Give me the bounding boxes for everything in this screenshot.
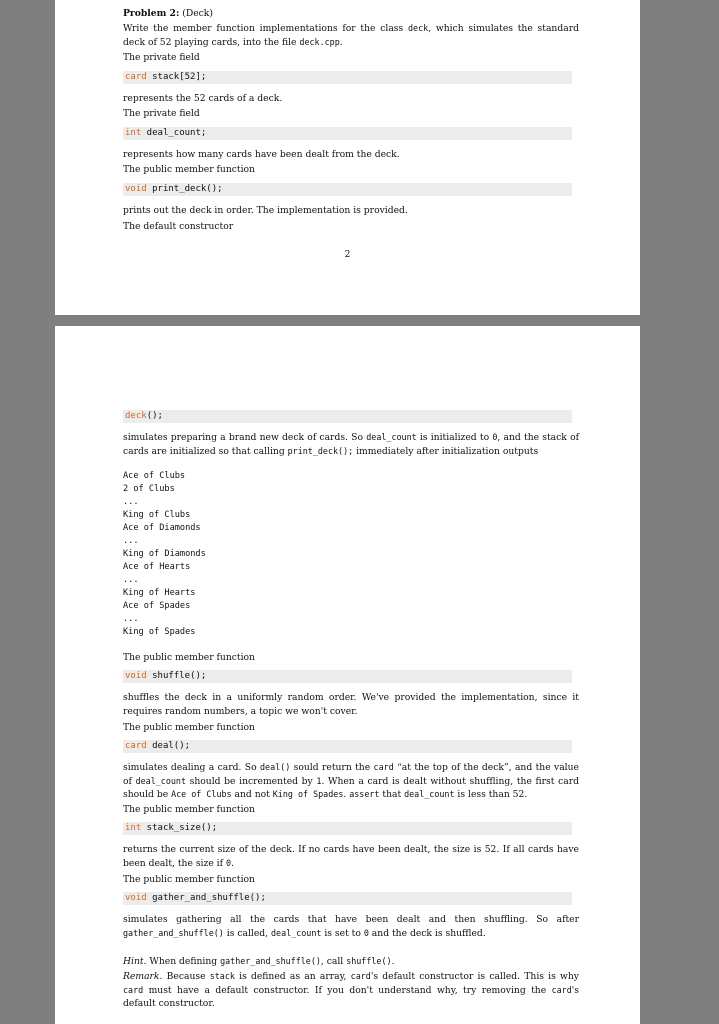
public-function-label-shuffle: The public member function (123, 652, 255, 663)
inline-code: deal_count (271, 927, 322, 938)
hint-paragraph (123, 955, 579, 969)
text: simulates gathering all the cards that have been dealt and then shuffling. So after (123, 914, 579, 925)
inline-code: print_deck(); (287, 445, 354, 456)
inline-code: deal() (260, 762, 291, 772)
deal-description (123, 761, 579, 802)
stack-size-description (123, 843, 579, 870)
private-field-label-2: The private field (123, 108, 200, 119)
code-gather-and-shuffle (123, 892, 572, 905)
output-line: King of Diamonds (123, 549, 206, 559)
text: is defined as an array, (234, 971, 351, 982)
text: 's default constructor. (123, 984, 579, 1009)
output-line: ... (123, 536, 139, 546)
text: must have a default constructor. If you don't understand why, try removing the (143, 984, 552, 996)
text: simulates preparing a brand new deck of cards. So (123, 432, 367, 443)
inline-code: stack (209, 971, 235, 981)
code-keyword: int (125, 128, 142, 138)
inline-code: deal_count (135, 775, 186, 786)
intro-text: Write the member function implementations for the class (123, 23, 409, 34)
page-number: 2 (344, 250, 351, 260)
inline-code: 0 (225, 857, 231, 868)
output-line: Ace of Hearts (123, 562, 191, 572)
output-line: King of Clubs (123, 510, 191, 520)
code-rest: (); (146, 411, 163, 421)
output-line: Ace of Diamonds (123, 523, 201, 533)
code-print-deck (123, 183, 572, 196)
text: When defining (146, 956, 221, 967)
text: , call (320, 956, 347, 967)
code-rest: stack[52]; (146, 72, 207, 82)
text: is less than 52. (454, 789, 528, 800)
output-line: King of Spades (123, 627, 196, 637)
text: . (391, 956, 395, 967)
code-keyword: deck (125, 411, 147, 421)
text: should be incremented by (186, 775, 317, 787)
code-keyword: int (125, 823, 142, 833)
inline-code: card (373, 762, 394, 772)
remark-paragraph (123, 970, 579, 1011)
remark-label: Remark. (123, 971, 163, 982)
text: immediately after initialization outputs (353, 445, 539, 457)
text: Because (162, 971, 210, 982)
text: “at the top of the deck”, and the value of (123, 762, 579, 787)
problem-label: Problem 2: (123, 8, 180, 19)
gather-description (123, 913, 579, 940)
output-line: King of Hearts (123, 588, 196, 598)
text: , and the stack of cards are initialized so that calling (123, 432, 579, 457)
text: is called, (223, 927, 271, 939)
code-deal (123, 740, 572, 753)
page-1 (55, 0, 640, 315)
inline-code: 0 (363, 927, 369, 938)
text: that (379, 789, 405, 800)
intro-file-code: deck.cpp (299, 36, 340, 47)
code-deal-count (123, 127, 572, 140)
inline-code: gather_and_shuffle() (220, 956, 321, 966)
code-keyword: void (125, 671, 147, 681)
code-shuffle (123, 670, 572, 683)
inline-code: card (350, 971, 371, 981)
print-deck-description: prints out the deck in order. The implementation is provided. (123, 205, 408, 216)
inline-code: card (123, 984, 144, 995)
shuffle-description: shuffles the deck in a uniformly random order. We've provided the implementation, since it requires random numbers, a topic we won't cover. (123, 692, 579, 717)
inline-code: gather_and_shuffle() (123, 927, 224, 938)
output-line: Ace of Clubs (123, 471, 186, 481)
output-line: ... (123, 575, 139, 585)
intro-text: , which simulates the standard deck of 52 playing cards, into the file (123, 23, 579, 48)
inline-code: deal_count (404, 789, 455, 799)
text: . When a card is dealt without shuffling, the first card should be (123, 775, 579, 800)
inline-code: King of Spades (272, 789, 344, 799)
code-stack (123, 71, 572, 84)
inline-code: card (551, 984, 572, 995)
code-rest: shuffle(); (146, 671, 207, 681)
problem-heading-paragraph (123, 7, 579, 21)
problem-title: (Deck) (182, 8, 213, 19)
code-rest: print_deck(); (146, 184, 223, 194)
deal-count-description: represents how many cards have been dealt from the deck. (123, 149, 400, 160)
inline-code: shuffle() (346, 956, 392, 966)
code-keyword: void (125, 893, 147, 903)
text: . (343, 789, 350, 800)
code-keyword: card (125, 72, 147, 82)
public-function-label-gather: The public member function (123, 874, 255, 885)
inline-code: assert (349, 789, 380, 799)
code-rest: deal(); (146, 741, 191, 751)
code-stack-size (123, 822, 572, 835)
text: sould return the (290, 762, 374, 773)
inline-code: 0 (492, 432, 498, 442)
inline-code: deal_count (366, 432, 417, 442)
output-line: Ace of Spades (123, 601, 191, 611)
public-function-label-size: The public member function (123, 804, 255, 815)
intro-text: . (339, 36, 343, 48)
default-constructor-label: The default constructor (123, 221, 234, 232)
inline-code: 1 (316, 775, 322, 786)
stack-description: represents the 52 cards of a deck. (123, 93, 283, 104)
intro-class-code: deck (408, 23, 429, 33)
inline-code: Ace of Clubs (171, 789, 232, 799)
page-2 (55, 326, 640, 1024)
text: . (231, 857, 234, 869)
text: is set to (321, 927, 364, 939)
code-keyword: card (125, 741, 147, 751)
hint-label: Hint. (123, 956, 147, 967)
code-keyword: void (125, 184, 147, 194)
output-line: 2 of Clubs (123, 484, 175, 494)
constructor-description (123, 431, 579, 458)
intro-paragraph (123, 22, 579, 49)
text: 's default constructor is called. This is why (370, 971, 579, 982)
text: simulates dealing a card. So (123, 762, 260, 773)
text: is initialized to (416, 432, 493, 443)
text: returns the current size of the deck. If no cards have been dealt, the size is 52. If all cards have been dealt, the size if (123, 844, 579, 869)
code-rest: deal_count; (141, 128, 207, 138)
text: and not (231, 789, 273, 800)
code-rest: stack_size(); (141, 823, 218, 833)
code-rest: gather_and_shuffle(); (146, 893, 266, 903)
text: and the deck is shuffled. (368, 927, 486, 939)
code-constructor (123, 410, 572, 423)
output-line: ... (123, 614, 139, 624)
output-line: ... (123, 497, 139, 507)
public-function-label-deal: The public member function (123, 722, 255, 733)
private-field-label-1: The private field (123, 52, 200, 63)
public-function-label-1: The public member function (123, 164, 255, 175)
